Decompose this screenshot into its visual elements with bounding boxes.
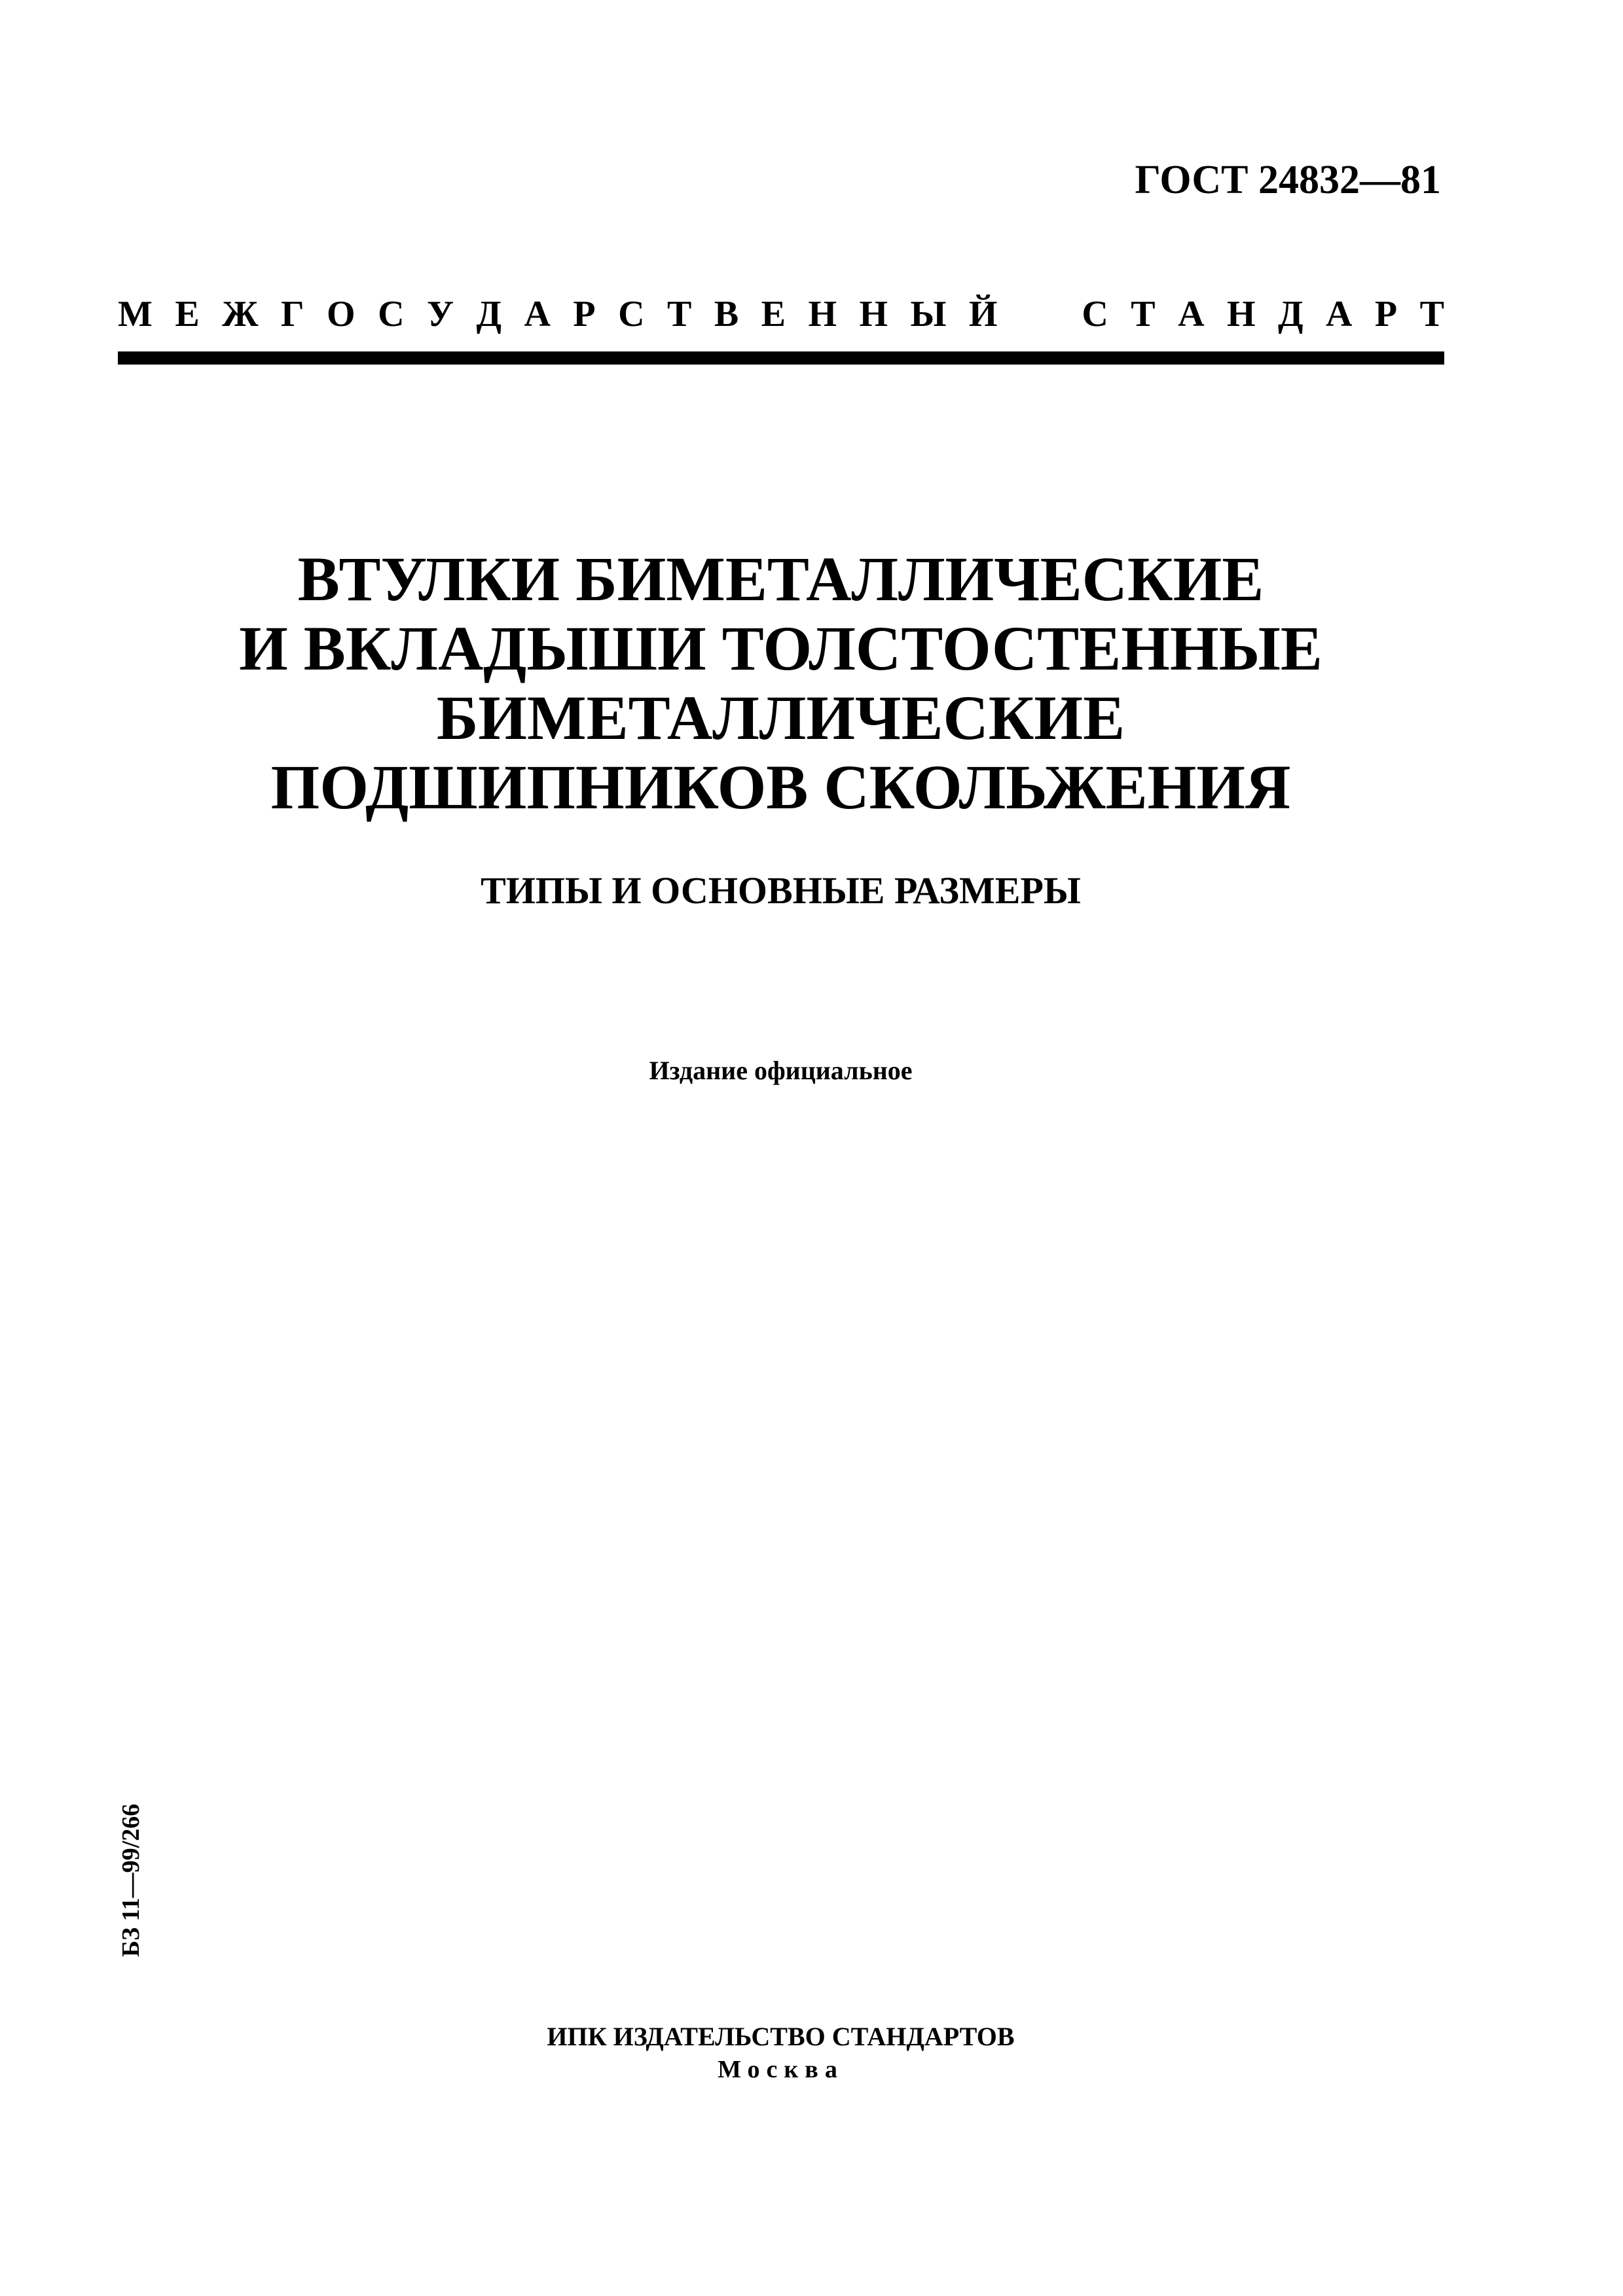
standard-type-letter: А [1178, 294, 1205, 334]
title-line: БИМЕТАЛЛИЧЕСКИЕ [436, 683, 1125, 753]
standard-type-letter: М [118, 294, 153, 334]
standard-type-letter: Г [280, 294, 304, 334]
standard-type-letter: Д [1278, 294, 1304, 334]
standard-type-letter: С [378, 294, 405, 334]
header-rule [118, 351, 1444, 365]
title-line: И ВКЛАДЫШИ ТОЛСТОСТЕННЫЕ [239, 613, 1322, 683]
edition-note: Издание официальное [649, 1056, 913, 1085]
standard-type-letter: А [524, 294, 551, 334]
document-number: ГОСТ 24832—81 [1135, 158, 1441, 202]
standard-type-letter: Д [476, 294, 502, 334]
standard-type-letter: Т [667, 294, 692, 334]
title-line: ПОДШИПНИКОВ СКОЛЬЖЕНИЯ [270, 752, 1291, 822]
standard-type-letter: Т [1419, 294, 1444, 334]
standard-type-letter: Н [859, 294, 888, 334]
standard-type-letter: О [327, 294, 356, 334]
standard-type-letter: Т [1131, 294, 1156, 334]
standard-type-letter: А [1326, 294, 1353, 334]
standard-type-letter: Н [808, 294, 837, 334]
standard-type-letter: Е [175, 294, 200, 334]
standard-type-letter: Н [1227, 294, 1256, 334]
standard-type-letter: Р [1374, 294, 1398, 334]
standard-type-letter: В [714, 294, 739, 334]
publisher-city: Москва [718, 2056, 844, 2083]
document-subtitle: ТИПЫ И ОСНОВНЫЕ РАЗМЕРЫ [481, 869, 1081, 912]
standard-type-letter: Е [761, 294, 786, 334]
standard-type-letter: С [618, 294, 645, 334]
standard-type-letter: С [1082, 294, 1108, 334]
standard-type-letter: У [426, 294, 454, 334]
standard-type-letter: Ы [910, 294, 947, 334]
standard-type-letter: Ж [222, 294, 259, 334]
standard-type-letter: Й [968, 294, 998, 334]
word-gap [1020, 296, 1059, 332]
publisher-name: ИПК ИЗДАТЕЛЬСТВО СТАНДАРТОВ [547, 2022, 1015, 2051]
document-title [0, 545, 1561, 822]
standard-type-letter: Р [573, 294, 596, 334]
title-line: ВТУЛКИ БИМЕТАЛЛИЧЕСКИЕ [297, 544, 1264, 614]
standard-type-heading [118, 296, 1444, 332]
side-code: БЗ 11—99/266 [117, 1803, 145, 1957]
